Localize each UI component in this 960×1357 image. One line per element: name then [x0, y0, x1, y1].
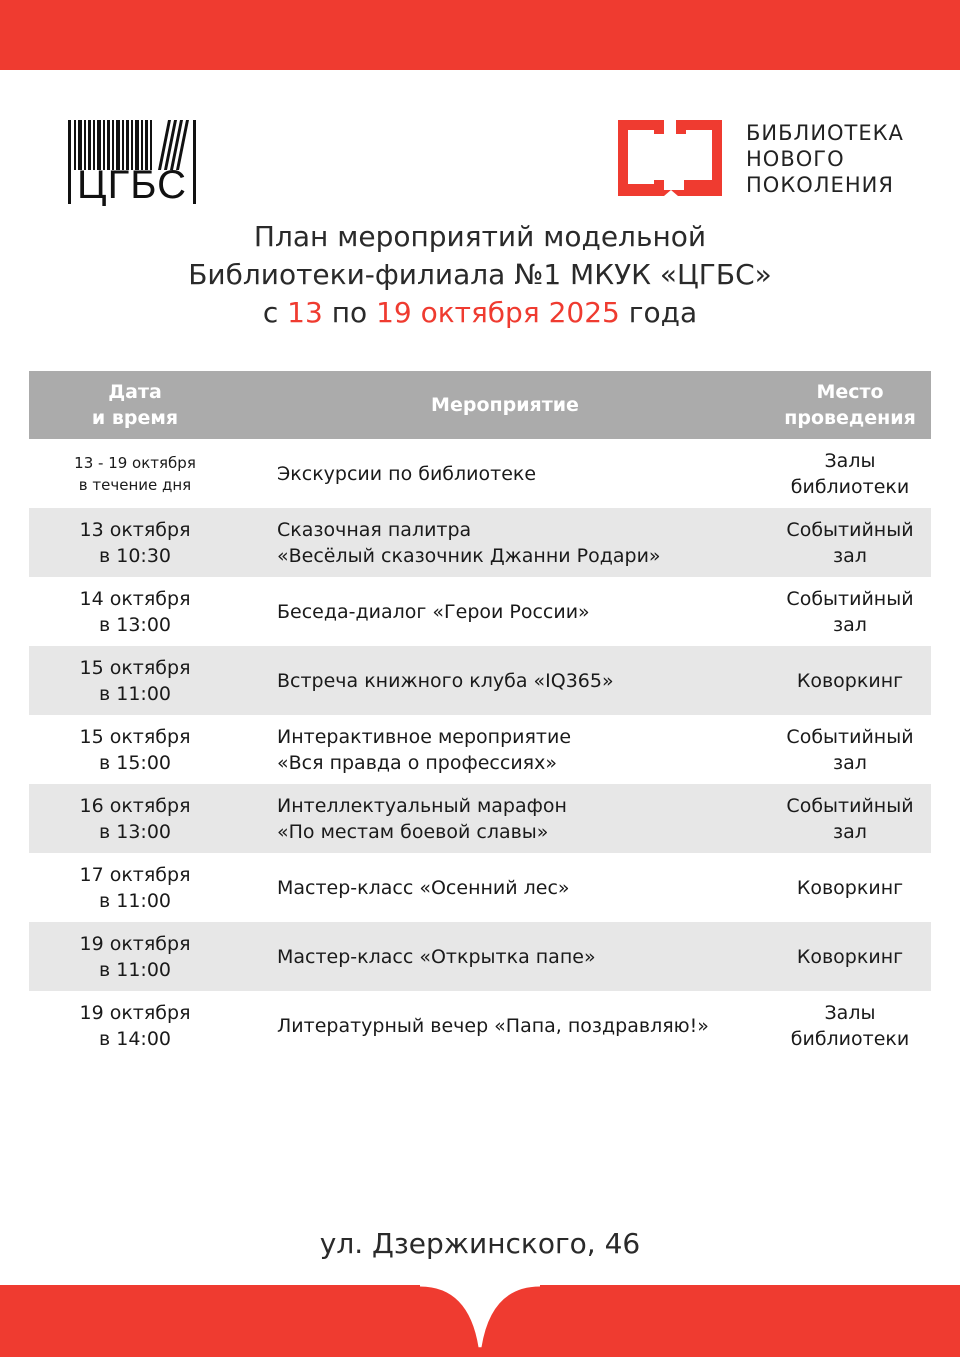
table-row [29, 991, 931, 1060]
events-table [29, 371, 931, 1060]
row-date-line2: в 13:00 [99, 613, 171, 636]
row-date-line1: 13 октября [79, 518, 191, 541]
row-place-line2: библиотеки [790, 475, 910, 498]
title-line-1: План мероприятий модельной [253, 220, 707, 253]
row-place [769, 646, 931, 715]
table-row [29, 646, 931, 715]
row-event-line1: Интеллектуальный марафон [277, 794, 567, 817]
top-red-band [0, 0, 960, 70]
row-event [277, 646, 777, 715]
row-event-line1: Экскурсии по библиотеке [277, 462, 537, 485]
library-logo-line: ПОКОЛЕНИЯ [746, 173, 894, 197]
row-event-line2: «Весёлый сказочник Джанни Родари» [277, 544, 661, 567]
title-mid: по [322, 296, 377, 329]
row-date [29, 508, 241, 577]
row-place-line2: зал [833, 544, 867, 567]
library-logo-line: БИБЛИОТЕКА [746, 121, 904, 145]
row-date [29, 922, 241, 991]
header-place-line1: Место [816, 381, 884, 403]
row-event-line1: Литературный вечер «Папа, поздравляю!» [277, 1014, 709, 1037]
library-logo [616, 118, 904, 200]
row-place-line1: Событийный [786, 518, 914, 541]
table-row [29, 784, 931, 853]
row-date [29, 439, 241, 508]
row-date-line2: в 11:00 [99, 958, 171, 981]
library-logo-text [746, 120, 904, 198]
title-prefix: с [262, 296, 288, 329]
row-event-line1: Интерактивное мероприятие [277, 725, 572, 748]
row-date [29, 577, 241, 646]
row-place [769, 508, 931, 577]
row-event [277, 715, 777, 784]
header-event: Мероприятие [431, 394, 579, 416]
row-place-line1: Коворкинг [796, 669, 904, 692]
row-place-line2: зал [833, 613, 867, 636]
header-date-line2: и время [91, 407, 179, 429]
table-row [29, 853, 931, 922]
cgbs-logo-text: ЦГБС [77, 163, 187, 207]
row-date [29, 784, 241, 853]
row-event [277, 577, 777, 646]
title-date-to: 19 октября 2025 [376, 296, 620, 329]
address: ул. Дзержинского, 46 [319, 1227, 641, 1260]
row-date [29, 715, 241, 784]
row-event-line1: Мастер-класс «Осенний лес» [277, 876, 570, 899]
bottom-red-band [0, 1285, 960, 1357]
row-date-line1: 13 - 19 октября [74, 453, 196, 472]
title-line-3 [0, 294, 960, 332]
row-event-line1: Мастер-класс «Открытка папе» [277, 945, 596, 968]
row-date [29, 853, 241, 922]
row-place-line1: Коворкинг [796, 876, 904, 899]
row-place [769, 439, 931, 508]
row-date-line2: в 10:30 [99, 544, 171, 567]
logo-frame-right [193, 162, 196, 204]
table-row [29, 577, 931, 646]
header-place [769, 371, 931, 439]
row-date-line1: 15 октября [79, 656, 191, 679]
library-logo-line: НОВОГО [746, 147, 845, 171]
row-event [277, 784, 777, 853]
row-place [769, 922, 931, 991]
row-date-line2: в 14:00 [99, 1027, 171, 1050]
row-event-line2: «Вся правда о профессиях» [277, 751, 557, 774]
table-row [29, 922, 931, 991]
row-event-line1: Беседа-диалог «Герои России» [277, 600, 590, 623]
header-date-line1: Дата [108, 381, 162, 403]
row-place-line1: Событийный [786, 587, 914, 610]
table-row [29, 508, 931, 577]
row-place-line2: библиотеки [790, 1027, 910, 1050]
row-place-line1: Событийный [786, 725, 914, 748]
table-header [29, 371, 931, 439]
title-date-from: 13 [287, 296, 323, 329]
table-row [29, 715, 931, 784]
row-event [277, 922, 777, 991]
row-place [769, 991, 931, 1060]
row-place-line1: Событийный [786, 794, 914, 817]
row-event [277, 991, 777, 1060]
row-date-line1: 16 октября [79, 794, 191, 817]
row-event [277, 508, 777, 577]
row-date-line2: в 15:00 [99, 751, 171, 774]
row-date [29, 646, 241, 715]
row-place-line2: зал [833, 820, 867, 843]
row-place-line1: Залы [824, 1001, 876, 1024]
row-date-line1: 15 октября [79, 725, 191, 748]
row-place-line2: зал [833, 751, 867, 774]
page-title [0, 218, 960, 332]
row-date-line2: в 11:00 [99, 889, 171, 912]
row-date-line1: 17 октября [79, 863, 191, 886]
row-date-line2: в течение дня [78, 475, 192, 494]
row-date-line1: 19 октября [79, 932, 191, 955]
row-event-line2: «По местам боевой славы» [277, 820, 549, 843]
row-event [277, 439, 777, 508]
header-date [29, 371, 241, 439]
row-date [29, 991, 241, 1060]
header-place-line2: проведения [784, 407, 916, 429]
row-date-line1: 19 октября [79, 1001, 191, 1024]
row-date-line1: 14 октября [79, 587, 191, 610]
row-place [769, 853, 931, 922]
row-event [277, 853, 777, 922]
row-place [769, 577, 931, 646]
row-place-line1: Залы [824, 449, 876, 472]
cgbs-logo [68, 120, 196, 206]
row-event-line1: Встреча книжного клуба «IQ365» [277, 669, 614, 692]
open-book-icon [616, 118, 726, 200]
row-place-line1: Коворкинг [796, 945, 904, 968]
row-date-line2: в 13:00 [99, 820, 171, 843]
row-date-line2: в 11:00 [99, 682, 171, 705]
row-event-line1: Сказочная палитра [277, 518, 472, 541]
title-line-2: Библиотеки-филиала №1 МКУК «ЦГБС» [188, 258, 772, 291]
title-suffix: года [619, 296, 698, 329]
table-row [29, 439, 931, 508]
row-place [769, 715, 931, 784]
row-place [769, 784, 931, 853]
